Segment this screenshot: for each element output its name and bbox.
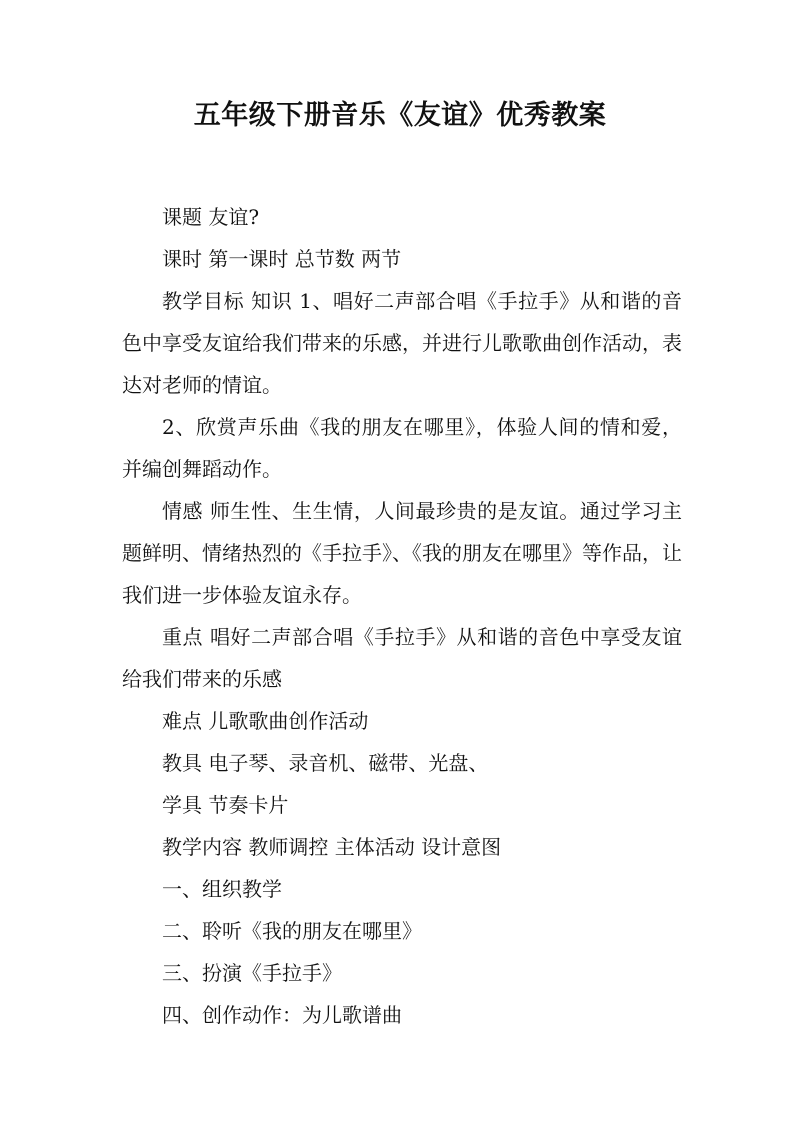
paragraph-objectives-appreciation: 2、欣赏声乐曲《我的朋友在哪里》，体验人间的情和爱，并编创舞蹈动作。 xyxy=(122,415,682,481)
paragraph-content-header: 教学内容 教师调控 主体活动 设计意图 xyxy=(162,835,502,859)
paragraph-step-3: 三、扮演《手拉手》 xyxy=(162,961,342,985)
paragraph-objectives-knowledge: 教学目标 知识 1、唱好二声部合唱《手拉手》从和谐的音色中享受友谊给我们带来的乐感，并进行儿歌歌曲创作活动，表达对老师的情谊。 xyxy=(122,289,682,397)
paragraph-difficulty: 难点 儿歌歌曲创作活动 xyxy=(162,709,369,733)
paragraph-teaching-aids: 教具 电子琴、录音机、磁带、光盘、 xyxy=(162,751,489,775)
paragraph-key-point: 重点 唱好二声部合唱《手拉手》从和谐的音色中享受友谊给我们带来的乐感 xyxy=(122,625,682,691)
document-title: 五年级下册音乐《友谊》优秀教案 xyxy=(193,100,607,131)
paragraph-period: 课时 第一课时 总节数 两节 xyxy=(162,247,402,271)
paragraph-emotion: 情感 师生性、生生情，人间最珍贵的是友谊。通过学习主题鲜明、情绪热烈的《手拉手》、《我的朋友在哪里》等作品，让我们进一步体验友谊永存。 xyxy=(122,499,682,607)
paragraph-learning-aids: 学具 节奏卡片 xyxy=(162,793,289,817)
paragraph-step-2: 二、聆听《我的朋友在哪里》 xyxy=(162,919,422,943)
paragraph-step-4: 四、创作动作：为儿歌谱曲 xyxy=(162,1003,402,1027)
document-body xyxy=(122,196,682,1036)
paragraph-step-1: 一、组织教学 xyxy=(162,877,282,901)
paragraph-topic: 课题 友谊? xyxy=(162,205,260,229)
